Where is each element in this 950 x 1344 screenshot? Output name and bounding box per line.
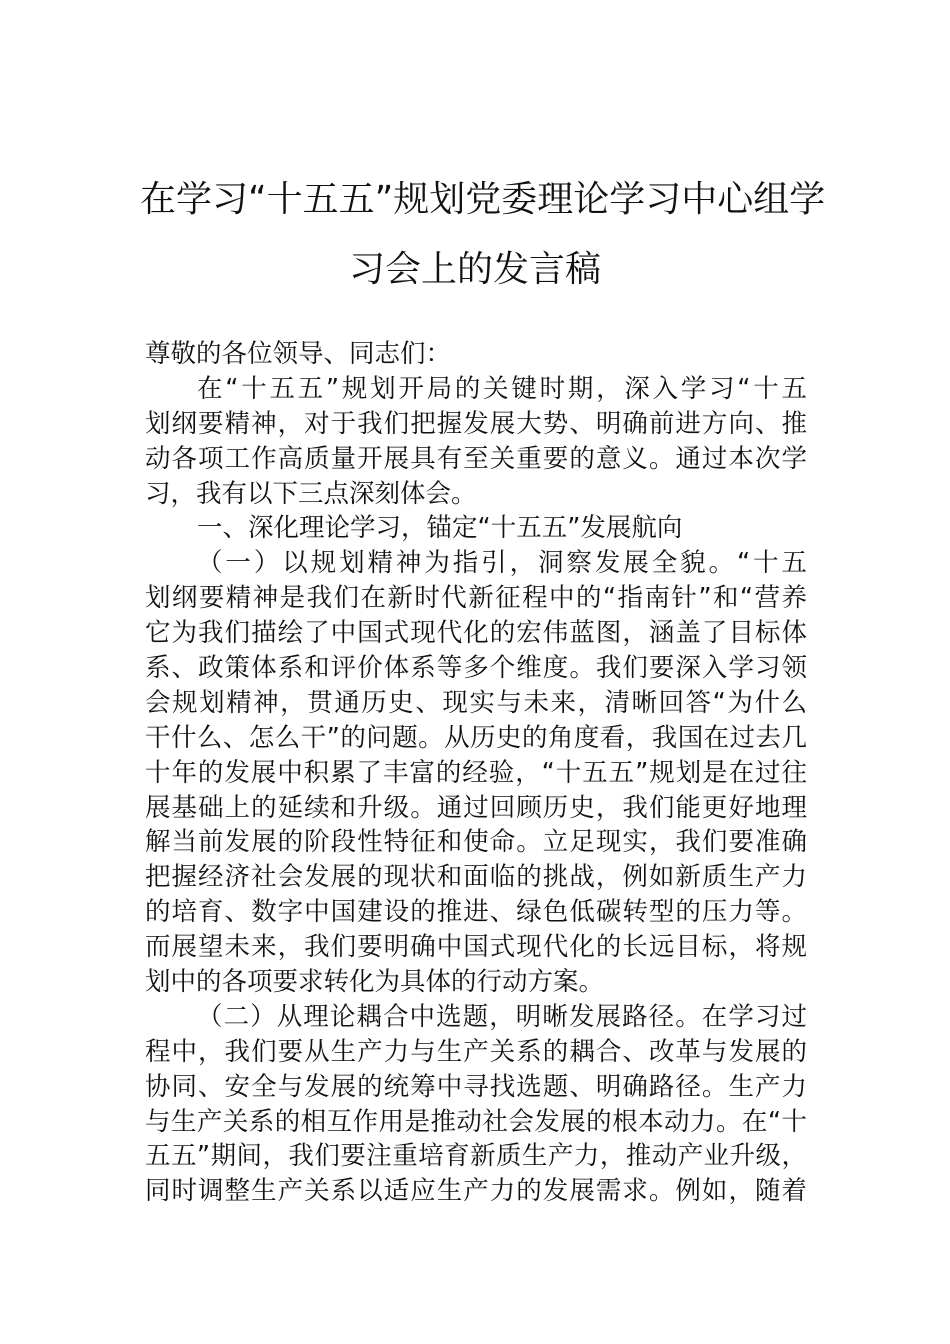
- body-text-line: 在“十五五”规划开局的关键时期，深入学习“十五: [197, 373, 807, 404]
- body-text-line: 解当前发展的阶段性特征和使命。立足现实，我们要准确: [145, 827, 807, 858]
- document-title-line-2: 习会上的发言稿: [348, 249, 601, 290]
- body-text-line: 划纲要精神是我们在新时代新征程中的“指南针”和“营养: [145, 583, 807, 614]
- body-text-line: （一）以规划精神为指引，洞察发展全貌。“十五: [197, 548, 807, 579]
- body-text-line: 会规划精神，贯通历史、现实与未来，清晰回答“为什么: [145, 687, 807, 718]
- document-body: [145, 337, 807, 1209]
- body-text-line: （二）从理论耦合中选题，明晰发展路径。在学习过: [197, 1001, 807, 1032]
- body-text-line: 而展望未来，我们要明确中国式现代化的长远目标，将规: [145, 932, 807, 963]
- body-text-line: 系、政策体系和评价体系等多个维度。我们要深入学习领: [145, 653, 807, 684]
- body-text-line: 习，我有以下三点深刻体会。: [145, 478, 477, 509]
- body-text-line: 展基础上的延续和升级。通过回顾历史，我们能更好地理: [145, 792, 807, 823]
- body-text-line: 程中，我们要从生产力与生产关系的耦合、改革与发展的: [145, 1036, 807, 1067]
- body-text-line: 十年的发展中积累了丰富的经验，“十五五”规划是在过往: [145, 757, 807, 788]
- body-text-line: 同时调整生产关系以适应生产力的发展需求。例如，随着: [145, 1176, 807, 1207]
- body-text-line: 划中的各项要求转化为具体的行动方案。: [145, 967, 605, 998]
- body-text-line: 的培育、数字中国建设的推进、绿色低碳转型的压力等。: [145, 897, 807, 928]
- body-text-line: 把握经济社会发展的现状和面临的挑战，例如新质生产力: [145, 862, 807, 893]
- body-text-line: 协同、安全与发展的统筹中寻找选题、明确路径。生产力: [145, 1071, 807, 1102]
- body-text-line: 划纲要精神，对于我们把握发展大势、明确前进方向、推: [145, 408, 807, 439]
- body-text-line: 一、深化理论学习，锚定“十五五”发展航向: [197, 513, 683, 544]
- body-text-line: 与生产关系的相互作用是推动社会发展的根本动力。在“十: [145, 1106, 807, 1137]
- body-text-line: 尊敬的各位领导、同志们：: [145, 339, 452, 369]
- document-title-line-1: 在学习“十五五”规划党委理论学习中心组学: [140, 179, 826, 220]
- body-text-line: 五五”期间，我们要注重培育新质生产力，推动产业升级，: [145, 1141, 807, 1172]
- body-text-line: 动各项工作高质量开展具有至关重要的意义。通过本次学: [145, 443, 807, 474]
- body-text-line: 干什么、怎么干”的问题。从历史的角度看，我国在过去几: [145, 722, 807, 753]
- body-text-line: 它为我们描绘了中国式现代化的宏伟蓝图，涵盖了目标体: [145, 618, 807, 649]
